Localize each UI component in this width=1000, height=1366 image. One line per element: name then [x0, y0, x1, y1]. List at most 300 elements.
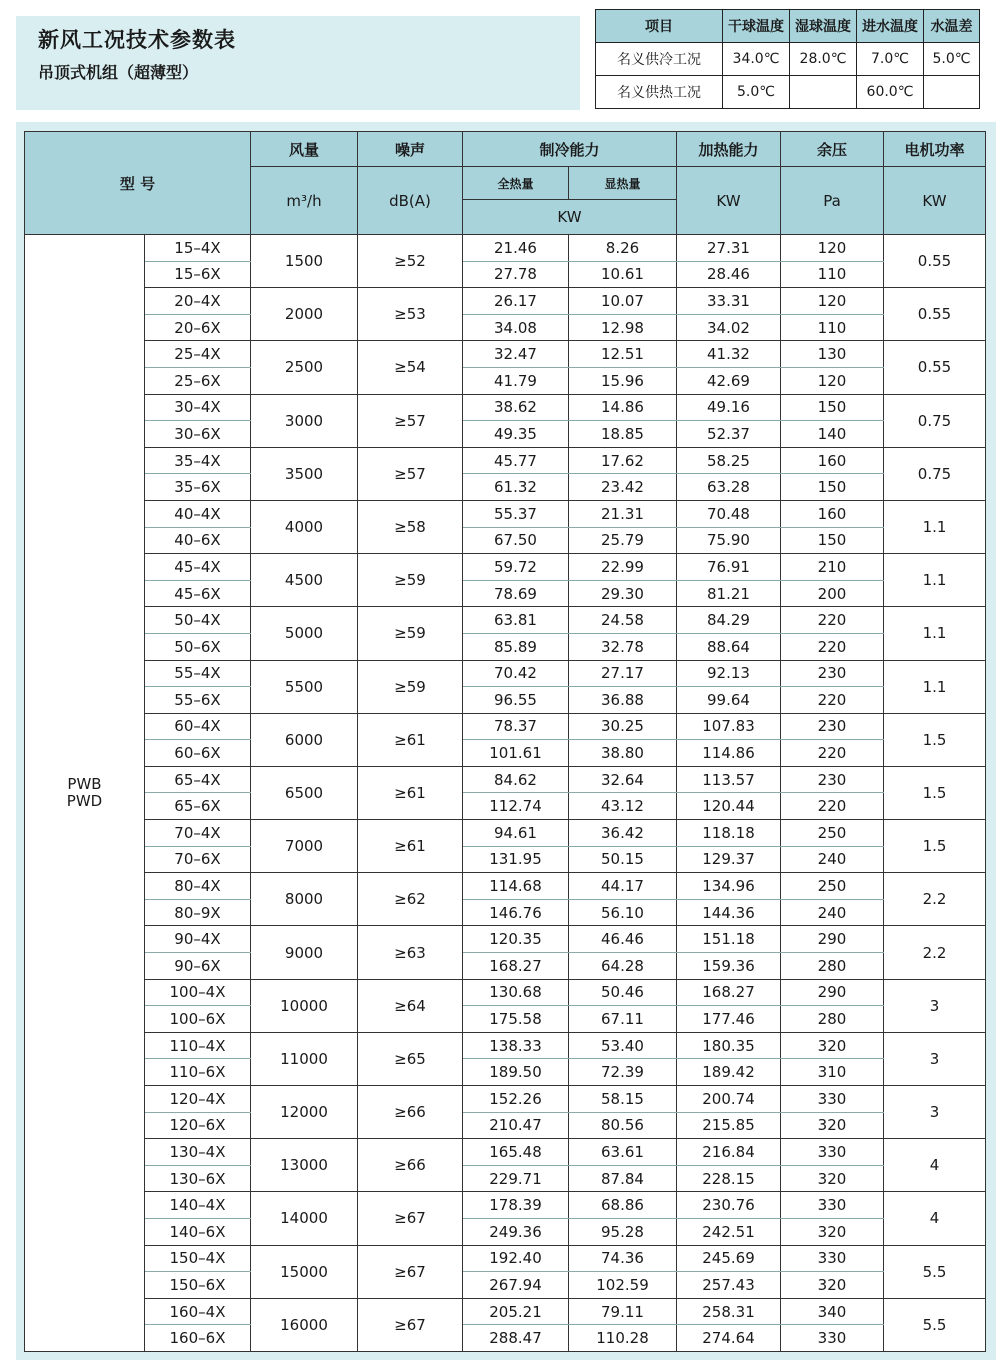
model-cell: 65–4X	[145, 766, 251, 793]
heating-cell: 76.91	[677, 554, 781, 581]
total-heat-cell: 26.17	[463, 288, 569, 315]
model-cell: 55–6X	[145, 687, 251, 714]
noise-cell: ≥53	[358, 288, 463, 341]
conditions-row-heating	[596, 76, 980, 109]
header-airflow: 风量	[251, 132, 358, 167]
table-row	[25, 394, 986, 421]
model-cell: 45–4X	[145, 554, 251, 581]
pressure-cell: 290	[781, 979, 884, 1006]
model-cell: 70–6X	[145, 846, 251, 873]
sensible-heat-cell: 15.96	[569, 367, 677, 394]
conditions-header: 干球温度	[723, 10, 790, 43]
noise-cell: ≥64	[358, 979, 463, 1032]
noise-cell: ≥54	[358, 341, 463, 394]
unit-cooling: KW	[463, 200, 677, 235]
table-row	[25, 633, 986, 660]
heating-cell: 200.74	[677, 1086, 781, 1113]
airflow-cell: 10000	[251, 979, 358, 1032]
total-heat-cell: 267.94	[463, 1272, 569, 1299]
pressure-cell: 230	[781, 660, 884, 687]
sensible-heat-cell: 36.88	[569, 687, 677, 714]
table-row	[25, 793, 986, 820]
sensible-heat-cell: 64.28	[569, 953, 677, 980]
noise-cell: ≥59	[358, 660, 463, 713]
sensible-heat-cell: 12.51	[569, 341, 677, 368]
noise-cell: ≥59	[358, 607, 463, 660]
conditions-value: 34.0℃	[723, 43, 790, 76]
model-cell: 15–6X	[145, 261, 251, 288]
total-heat-cell: 84.62	[463, 766, 569, 793]
header-motor: 电机功率	[884, 132, 986, 167]
pressure-cell: 320	[781, 1032, 884, 1059]
heating-cell: 134.96	[677, 873, 781, 900]
sensible-heat-cell: 10.07	[569, 288, 677, 315]
motor-cell: 4	[884, 1192, 986, 1245]
table-row	[25, 1112, 986, 1139]
airflow-cell: 8000	[251, 873, 358, 926]
sensible-heat-cell: 58.15	[569, 1086, 677, 1113]
airflow-cell: 13000	[251, 1139, 358, 1192]
sensible-heat-cell: 95.28	[569, 1218, 677, 1245]
table-row	[25, 607, 986, 634]
pressure-cell: 220	[781, 793, 884, 820]
sensible-heat-cell: 22.99	[569, 554, 677, 581]
model-cell: 90–6X	[145, 953, 251, 980]
conditions-row-cooling	[596, 43, 980, 76]
total-heat-cell: 78.37	[463, 713, 569, 740]
sensible-heat-cell: 53.40	[569, 1032, 677, 1059]
heating-cell: 28.46	[677, 261, 781, 288]
table-row	[25, 1006, 986, 1033]
total-heat-cell: 55.37	[463, 500, 569, 527]
sensible-heat-cell: 32.78	[569, 633, 677, 660]
sensible-heat-cell: 21.31	[569, 500, 677, 527]
motor-cell: 2.2	[884, 926, 986, 979]
heating-cell: 118.18	[677, 820, 781, 847]
heating-cell: 107.83	[677, 713, 781, 740]
heating-cell: 144.36	[677, 899, 781, 926]
unit-motor: KW	[884, 167, 986, 235]
motor-cell: 1.5	[884, 766, 986, 819]
model-cell: 50–4X	[145, 607, 251, 634]
sensible-heat-cell: 80.56	[569, 1112, 677, 1139]
heating-cell: 113.57	[677, 766, 781, 793]
motor-cell: 3	[884, 1086, 986, 1139]
total-heat-cell: 59.72	[463, 554, 569, 581]
model-cell: 30–4X	[145, 394, 251, 421]
sensible-heat-cell: 43.12	[569, 793, 677, 820]
pressure-cell: 330	[781, 1086, 884, 1113]
model-cell: 60–4X	[145, 713, 251, 740]
sensible-heat-cell: 23.42	[569, 474, 677, 501]
total-heat-cell: 288.47	[463, 1325, 569, 1352]
model-cell: 20–4X	[145, 288, 251, 315]
airflow-cell: 12000	[251, 1086, 358, 1139]
sensible-heat-cell: 110.28	[569, 1325, 677, 1352]
airflow-cell: 11000	[251, 1032, 358, 1085]
table-row	[25, 367, 986, 394]
noise-cell: ≥67	[358, 1192, 463, 1245]
table-row	[25, 1059, 986, 1086]
total-heat-cell: 192.40	[463, 1245, 569, 1272]
series-name: PWB	[67, 774, 102, 793]
sensible-heat-cell: 18.85	[569, 421, 677, 448]
conditions-header: 进水温度	[857, 10, 924, 43]
sensible-heat-cell: 29.30	[569, 580, 677, 607]
header-model: 型 号	[25, 132, 251, 235]
motor-cell: 3	[884, 1032, 986, 1085]
heating-cell: 230.76	[677, 1192, 781, 1219]
noise-cell: ≥61	[358, 713, 463, 766]
conditions-header: 水温差	[924, 10, 980, 43]
pressure-cell: 280	[781, 1006, 884, 1033]
pressure-cell: 220	[781, 687, 884, 714]
model-cell: 40–4X	[145, 500, 251, 527]
unit-pressure: Pa	[781, 167, 884, 235]
conditions-label: 名义供热工况	[596, 76, 723, 109]
header-sensible-heat: 显热量	[569, 167, 677, 200]
total-heat-cell: 210.47	[463, 1112, 569, 1139]
model-cell: 140–4X	[145, 1192, 251, 1219]
pressure-cell: 250	[781, 820, 884, 847]
model-cell: 15–4X	[145, 235, 251, 262]
heating-cell: 216.84	[677, 1139, 781, 1166]
motor-cell: 2.2	[884, 873, 986, 926]
motor-cell: 5.5	[884, 1298, 986, 1351]
sensible-heat-cell: 63.61	[569, 1139, 677, 1166]
table-row	[25, 899, 986, 926]
heating-cell: 180.35	[677, 1032, 781, 1059]
total-heat-cell: 63.81	[463, 607, 569, 634]
table-row	[25, 580, 986, 607]
sensible-heat-cell: 30.25	[569, 713, 677, 740]
table-row	[25, 1032, 986, 1059]
airflow-cell: 6500	[251, 766, 358, 819]
pressure-cell: 210	[781, 554, 884, 581]
pressure-cell: 320	[781, 1165, 884, 1192]
total-heat-cell: 41.79	[463, 367, 569, 394]
total-heat-cell: 178.39	[463, 1192, 569, 1219]
table-row	[25, 1165, 986, 1192]
total-heat-cell: 27.78	[463, 261, 569, 288]
total-heat-cell: 34.08	[463, 314, 569, 341]
sensible-heat-cell: 38.80	[569, 740, 677, 767]
model-cell: 110–4X	[145, 1032, 251, 1059]
heating-cell: 27.31	[677, 235, 781, 262]
model-cell: 160–4X	[145, 1298, 251, 1325]
model-cell: 150–4X	[145, 1245, 251, 1272]
sensible-heat-cell: 68.86	[569, 1192, 677, 1219]
table-row	[25, 235, 986, 262]
pressure-cell: 220	[781, 633, 884, 660]
sensible-heat-cell: 14.86	[569, 394, 677, 421]
pressure-cell: 280	[781, 953, 884, 980]
conditions-label: 名义供冷工况	[596, 43, 723, 76]
pressure-cell: 130	[781, 341, 884, 368]
conditions-value: 7.0℃	[857, 43, 924, 76]
pressure-cell: 120	[781, 367, 884, 394]
heating-cell: 159.36	[677, 953, 781, 980]
heating-cell: 70.48	[677, 500, 781, 527]
model-cell: 60–6X	[145, 740, 251, 767]
table-row	[25, 687, 986, 714]
noise-cell: ≥59	[358, 554, 463, 607]
motor-cell: 1.5	[884, 713, 986, 766]
motor-cell: 0.55	[884, 235, 986, 288]
model-cell: 130–4X	[145, 1139, 251, 1166]
model-cell: 100–6X	[145, 1006, 251, 1033]
total-heat-cell: 138.33	[463, 1032, 569, 1059]
table-row	[25, 261, 986, 288]
motor-cell: 0.55	[884, 341, 986, 394]
sensible-heat-cell: 17.62	[569, 447, 677, 474]
unit-heating: KW	[677, 167, 781, 235]
page-title: 新风工况技术参数表	[38, 28, 236, 52]
pressure-cell: 310	[781, 1059, 884, 1086]
model-cell: 50–6X	[145, 633, 251, 660]
table-row	[25, 288, 986, 315]
conditions-value: 60.0℃	[857, 76, 924, 109]
heating-cell: 258.31	[677, 1298, 781, 1325]
heating-cell: 99.64	[677, 687, 781, 714]
airflow-cell: 1500	[251, 235, 358, 288]
noise-cell: ≥67	[358, 1298, 463, 1351]
noise-cell: ≥62	[358, 873, 463, 926]
table-row	[25, 926, 986, 953]
sensible-heat-cell: 25.79	[569, 527, 677, 554]
model-cell: 30–6X	[145, 421, 251, 448]
motor-cell: 1.1	[884, 660, 986, 713]
sensible-heat-cell: 32.64	[569, 766, 677, 793]
pressure-cell: 330	[781, 1139, 884, 1166]
airflow-cell: 7000	[251, 820, 358, 873]
sensible-heat-cell: 67.11	[569, 1006, 677, 1033]
table-row	[25, 1325, 986, 1352]
airflow-cell: 14000	[251, 1192, 358, 1245]
model-cell: 45–6X	[145, 580, 251, 607]
table-row	[25, 766, 986, 793]
pressure-cell: 330	[781, 1192, 884, 1219]
conditions-value	[924, 76, 980, 109]
noise-cell: ≥65	[358, 1032, 463, 1085]
pressure-cell: 120	[781, 288, 884, 315]
total-heat-cell: 146.76	[463, 899, 569, 926]
airflow-cell: 3500	[251, 447, 358, 500]
pressure-cell: 230	[781, 766, 884, 793]
heating-cell: 168.27	[677, 979, 781, 1006]
model-cell: 35–4X	[145, 447, 251, 474]
table-row	[25, 474, 986, 501]
total-heat-cell: 229.71	[463, 1165, 569, 1192]
total-heat-cell: 131.95	[463, 846, 569, 873]
airflow-cell: 2500	[251, 341, 358, 394]
sensible-heat-cell: 36.42	[569, 820, 677, 847]
pressure-cell: 110	[781, 314, 884, 341]
heating-cell: 242.51	[677, 1218, 781, 1245]
pressure-cell: 340	[781, 1298, 884, 1325]
heating-cell: 81.21	[677, 580, 781, 607]
table-row	[25, 820, 986, 847]
total-heat-cell: 70.42	[463, 660, 569, 687]
model-cell: 150–6X	[145, 1272, 251, 1299]
noise-cell: ≥67	[358, 1245, 463, 1298]
pressure-cell: 320	[781, 1218, 884, 1245]
total-heat-cell: 32.47	[463, 341, 569, 368]
motor-cell: 3	[884, 979, 986, 1032]
total-heat-cell: 205.21	[463, 1298, 569, 1325]
table-row	[25, 527, 986, 554]
total-heat-cell: 49.35	[463, 421, 569, 448]
pressure-cell: 240	[781, 846, 884, 873]
total-heat-cell: 168.27	[463, 953, 569, 980]
conditions-header-row	[596, 10, 980, 43]
motor-cell: 0.75	[884, 394, 986, 447]
model-cell: 120–6X	[145, 1112, 251, 1139]
series-name: PWD	[66, 791, 103, 810]
model-cell: 100–4X	[145, 979, 251, 1006]
table-row	[25, 447, 986, 474]
heating-cell: 129.37	[677, 846, 781, 873]
total-heat-cell: 78.69	[463, 580, 569, 607]
model-cell: 25–6X	[145, 367, 251, 394]
sensible-heat-cell: 56.10	[569, 899, 677, 926]
pressure-cell: 140	[781, 421, 884, 448]
pressure-cell: 160	[781, 447, 884, 474]
total-heat-cell: 249.36	[463, 1218, 569, 1245]
heating-cell: 177.46	[677, 1006, 781, 1033]
conditions-value: 5.0℃	[723, 76, 790, 109]
heating-cell: 33.31	[677, 288, 781, 315]
header-pressure: 余压	[781, 132, 884, 167]
header-cooling: 制冷能力	[463, 132, 677, 167]
model-cell: 140–6X	[145, 1218, 251, 1245]
model-cell: 110–6X	[145, 1059, 251, 1086]
noise-cell: ≥58	[358, 500, 463, 553]
airflow-cell: 3000	[251, 394, 358, 447]
airflow-cell: 2000	[251, 288, 358, 341]
conditions-value: 5.0℃	[924, 43, 980, 76]
model-cell: 80–4X	[145, 873, 251, 900]
page-subtitle: 吊顶式机组（超薄型）	[38, 63, 199, 82]
total-heat-cell: 38.62	[463, 394, 569, 421]
table-row	[25, 500, 986, 527]
table-row	[25, 341, 986, 368]
heating-cell: 215.85	[677, 1112, 781, 1139]
noise-cell: ≥63	[358, 926, 463, 979]
airflow-cell: 5000	[251, 607, 358, 660]
heating-cell: 228.15	[677, 1165, 781, 1192]
pressure-cell: 200	[781, 580, 884, 607]
table-row	[25, 1245, 986, 1272]
model-cell: 40–6X	[145, 527, 251, 554]
heating-cell: 92.13	[677, 660, 781, 687]
motor-cell: 5.5	[884, 1245, 986, 1298]
motor-cell: 0.55	[884, 288, 986, 341]
model-cell: 130–6X	[145, 1165, 251, 1192]
heating-cell: 245.69	[677, 1245, 781, 1272]
heating-cell: 34.02	[677, 314, 781, 341]
table-row	[25, 1139, 986, 1166]
conditions-header: 湿球温度	[790, 10, 857, 43]
sensible-heat-cell: 79.11	[569, 1298, 677, 1325]
heating-cell: 114.86	[677, 740, 781, 767]
total-heat-cell: 120.35	[463, 926, 569, 953]
header-total-heat: 全热量	[463, 167, 569, 200]
total-heat-cell: 112.74	[463, 793, 569, 820]
model-cell: 65–6X	[145, 793, 251, 820]
model-cell: 20–6X	[145, 314, 251, 341]
heating-cell: 151.18	[677, 926, 781, 953]
motor-cell: 1.1	[884, 607, 986, 660]
sensible-heat-cell: 8.26	[569, 235, 677, 262]
table-row	[25, 1298, 986, 1325]
unit-airflow: m³/h	[251, 167, 358, 235]
noise-cell: ≥66	[358, 1139, 463, 1192]
pressure-cell: 120	[781, 235, 884, 262]
total-heat-cell: 189.50	[463, 1059, 569, 1086]
header-row-1	[25, 132, 986, 167]
total-heat-cell: 21.46	[463, 235, 569, 262]
model-cell: 25–4X	[145, 341, 251, 368]
pressure-cell: 150	[781, 527, 884, 554]
heating-cell: 41.32	[677, 341, 781, 368]
heating-cell: 88.64	[677, 633, 781, 660]
total-heat-cell: 152.26	[463, 1086, 569, 1113]
pressure-cell: 330	[781, 1325, 884, 1352]
table-row	[25, 1272, 986, 1299]
series-cell	[25, 235, 145, 1352]
total-heat-cell: 96.55	[463, 687, 569, 714]
pressure-cell: 250	[781, 873, 884, 900]
motor-cell: 4	[884, 1139, 986, 1192]
model-cell: 160–6X	[145, 1325, 251, 1352]
table-row	[25, 979, 986, 1006]
conditions-table	[595, 9, 980, 109]
spec-table-body	[25, 235, 986, 1352]
pressure-cell: 330	[781, 1245, 884, 1272]
heating-cell: 49.16	[677, 394, 781, 421]
model-cell: 70–4X	[145, 820, 251, 847]
noise-cell: ≥52	[358, 235, 463, 288]
model-cell: 55–4X	[145, 660, 251, 687]
heating-cell: 84.29	[677, 607, 781, 634]
heating-cell: 257.43	[677, 1272, 781, 1299]
airflow-cell: 16000	[251, 1298, 358, 1351]
airflow-cell: 6000	[251, 713, 358, 766]
spec-table	[24, 131, 986, 1352]
heating-cell: 120.44	[677, 793, 781, 820]
sensible-heat-cell: 50.46	[569, 979, 677, 1006]
motor-cell: 1.1	[884, 500, 986, 553]
pressure-cell: 150	[781, 474, 884, 501]
heating-cell: 189.42	[677, 1059, 781, 1086]
pressure-cell: 110	[781, 261, 884, 288]
table-row	[25, 554, 986, 581]
noise-cell: ≥66	[358, 1086, 463, 1139]
sensible-heat-cell: 87.84	[569, 1165, 677, 1192]
pressure-cell: 320	[781, 1112, 884, 1139]
motor-cell: 1.1	[884, 554, 986, 607]
pressure-cell: 290	[781, 926, 884, 953]
pressure-cell: 230	[781, 713, 884, 740]
total-heat-cell: 130.68	[463, 979, 569, 1006]
conditions-value	[790, 76, 857, 109]
pressure-cell: 160	[781, 500, 884, 527]
table-row	[25, 660, 986, 687]
model-cell: 90–4X	[145, 926, 251, 953]
pressure-cell: 220	[781, 607, 884, 634]
conditions-header: 项目	[596, 10, 723, 43]
